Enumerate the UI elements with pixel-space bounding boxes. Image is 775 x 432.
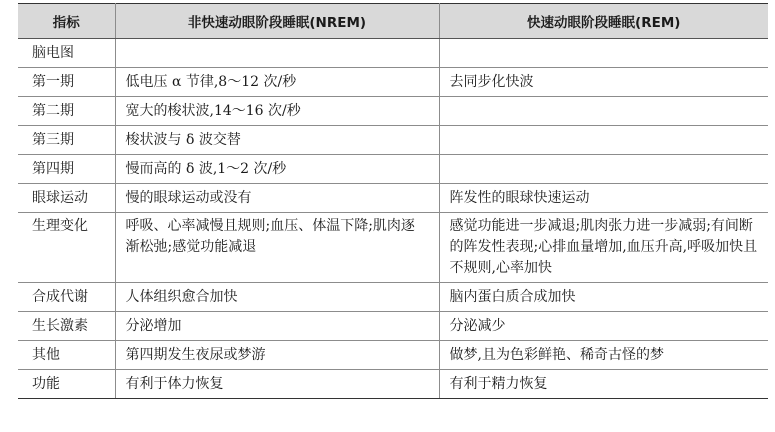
row-label: 第一期	[18, 68, 115, 97]
table-row	[18, 213, 768, 283]
nrem-cell: 呼吸、心率减慢且规则;血压、体温下降;肌肉逐渐松弛;感觉功能减退	[115, 213, 439, 283]
header-indicator: 指标	[18, 4, 115, 39]
row-label: 合成代谢	[18, 283, 115, 312]
row-label: 第二期	[18, 97, 115, 126]
rem-cell: 阵发性的眼球快速运动	[439, 184, 768, 213]
row-label: 生理变化	[18, 213, 115, 283]
rem-cell	[439, 126, 768, 155]
rem-cell: 做梦,且为色彩鲜艳、稀奇古怪的梦	[439, 341, 768, 370]
nrem-cell: 低电压 α 节律,8～12 次/秒	[115, 68, 439, 97]
header-nrem: 非快速动眼阶段睡眠(NREM)	[115, 4, 439, 39]
table-row	[18, 341, 768, 370]
sleep-comparison-table	[18, 3, 768, 399]
rem-cell: 有利于精力恢复	[439, 370, 768, 399]
table-header	[18, 4, 768, 39]
rem-cell: 脑内蛋白质合成加快	[439, 283, 768, 312]
row-label: 第四期	[18, 155, 115, 184]
header-rem: 快速动眼阶段睡眠(REM)	[439, 4, 768, 39]
table-row	[18, 126, 768, 155]
rem-cell: 感觉功能进一步减退;肌肉张力进一步减弱;有间断的阵发性表现;心排血量增加,血压升高,呼吸加快且不规则,心率加快	[439, 213, 768, 283]
table-row	[18, 155, 768, 184]
row-label: 第三期	[18, 126, 115, 155]
nrem-cell: 分泌增加	[115, 312, 439, 341]
rem-cell	[439, 39, 768, 68]
row-label: 生长激素	[18, 312, 115, 341]
row-label: 其他	[18, 341, 115, 370]
nrem-cell: 梭状波与 δ 波交替	[115, 126, 439, 155]
table-row	[18, 97, 768, 126]
table-row	[18, 39, 768, 68]
nrem-cell: 第四期发生夜尿或梦游	[115, 341, 439, 370]
table-row	[18, 312, 768, 341]
table-row	[18, 283, 768, 312]
table-row	[18, 370, 768, 399]
rem-cell: 分泌减少	[439, 312, 768, 341]
table-row	[18, 184, 768, 213]
row-label: 功能	[18, 370, 115, 399]
table-body	[18, 39, 768, 399]
sleep-comparison-table-container	[18, 3, 768, 399]
row-label: 眼球运动	[18, 184, 115, 213]
row-label: 脑电图	[18, 39, 115, 68]
rem-cell	[439, 97, 768, 126]
table-row	[18, 68, 768, 97]
nrem-cell	[115, 39, 439, 68]
nrem-cell: 人体组织愈合加快	[115, 283, 439, 312]
nrem-cell: 慢而高的 δ 波,1～2 次/秒	[115, 155, 439, 184]
header-row	[18, 4, 768, 39]
nrem-cell: 宽大的梭状波,14～16 次/秒	[115, 97, 439, 126]
nrem-cell: 慢的眼球运动或没有	[115, 184, 439, 213]
rem-cell	[439, 155, 768, 184]
rem-cell: 去同步化快波	[439, 68, 768, 97]
nrem-cell: 有利于体力恢复	[115, 370, 439, 399]
